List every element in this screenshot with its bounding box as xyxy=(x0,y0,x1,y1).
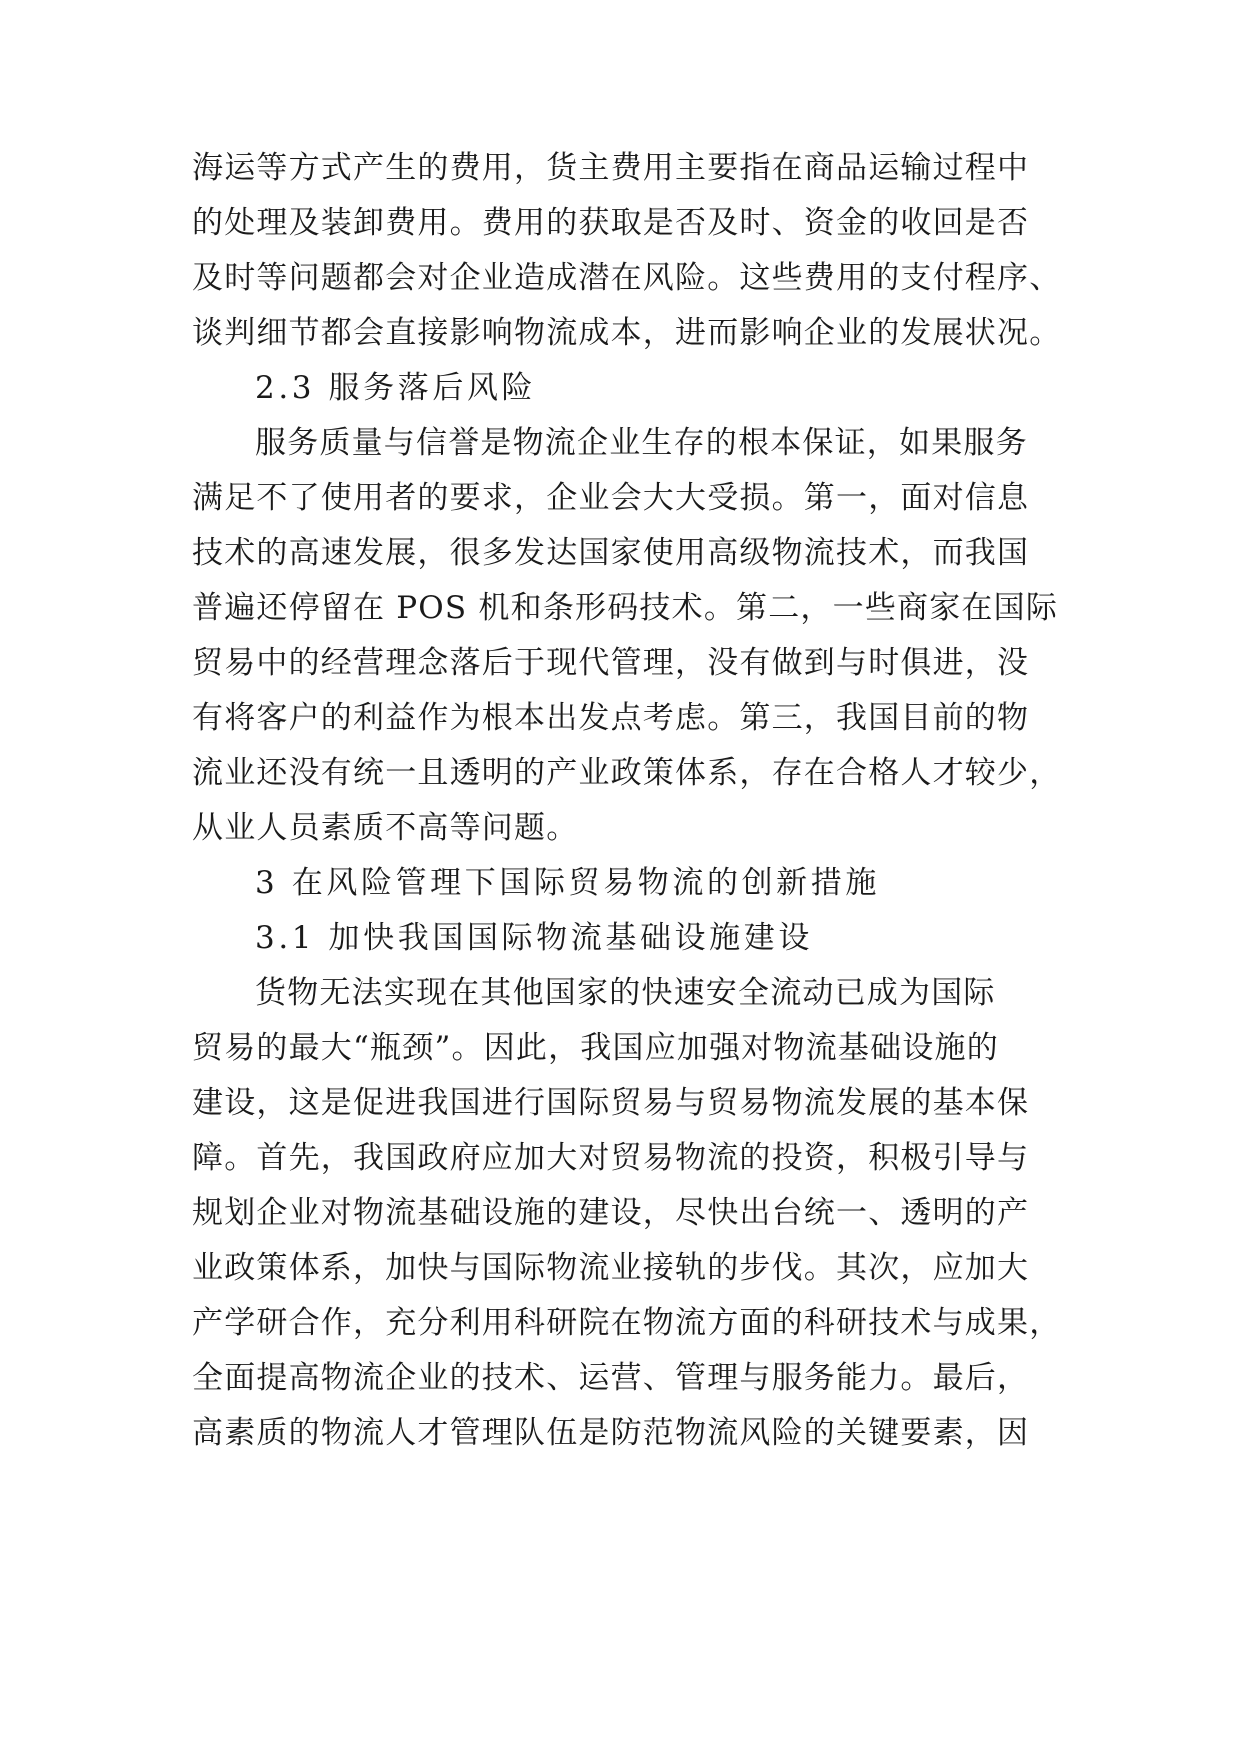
text-line: 障。首先，我国政府应加大对贸易物流的投资，积极引导与 xyxy=(192,1140,1030,1176)
text-line: 规划企业对物流基础设施的建设，尽快出台统一、透明的产 xyxy=(192,1195,1030,1231)
text-line: 普遍还停留在 POS 机和条形码技术。第二，一些商家在国际 xyxy=(192,590,1059,626)
text-line: 流业还没有统一且透明的产业政策体系，存在合格人才较少， xyxy=(192,755,1062,791)
text-line: 建设，这是促进我国进行国际贸易与贸易物流发展的基本保 xyxy=(192,1085,1030,1121)
text-line: 产学研合作，充分利用科研院在物流方面的科研技术与成果， xyxy=(192,1305,1062,1341)
text-line: 谈判细节都会直接影响物流成本，进而影响企业的发展状况。 xyxy=(192,315,1062,351)
text-line: 满足不了使用者的要求，企业会大大受损。第一，面对信息 xyxy=(192,480,1030,516)
text-line: 从业人员素质不高等问题。 xyxy=(192,810,579,846)
text-line: 的处理及装卸费用。费用的获取是否及时、资金的收回是否 xyxy=(192,205,1030,241)
text-line: 业政策体系，加快与国际物流业接轨的步伐。其次，应加大 xyxy=(192,1250,1030,1286)
text-line: 技术的高速发展，很多发达国家使用高级物流技术，而我国 xyxy=(192,535,1030,571)
text-line: 海运等方式产生的费用，货主费用主要指在商品运输过程中 xyxy=(192,150,1030,186)
text-line: 及时等问题都会对企业造成潜在风险。这些费用的支付程序、 xyxy=(192,260,1062,296)
text-line: 服务质量与信誉是物流企业生存的根本保证，如果服务 xyxy=(255,425,1028,461)
section-heading: 3 在风险管理下国际贸易物流的创新措施 xyxy=(255,865,880,901)
text-line: 货物无法实现在其他国家的快速安全流动已成为国际 xyxy=(255,975,996,1011)
subsection-heading: 3.1 加快我国国际物流基础设施建设 xyxy=(255,920,813,956)
text-line: 高素质的物流人才管理队伍是防范物流风险的关键要素，因 xyxy=(192,1415,1030,1451)
text-line: 有将客户的利益作为根本出发点考虑。第三，我国目前的物 xyxy=(192,700,1030,736)
section-heading: 2.3 服务落后风险 xyxy=(255,370,537,406)
text-line: 贸易的最大“瓶颈”。因此，我国应加强对物流基础设施的 xyxy=(192,1030,999,1066)
text-line: 贸易中的经营理念落后于现代管理，没有做到与时俱进，没 xyxy=(192,645,1030,681)
text-line: 全面提高物流企业的技术、运营、管理与服务能力。最后， xyxy=(192,1360,1030,1396)
